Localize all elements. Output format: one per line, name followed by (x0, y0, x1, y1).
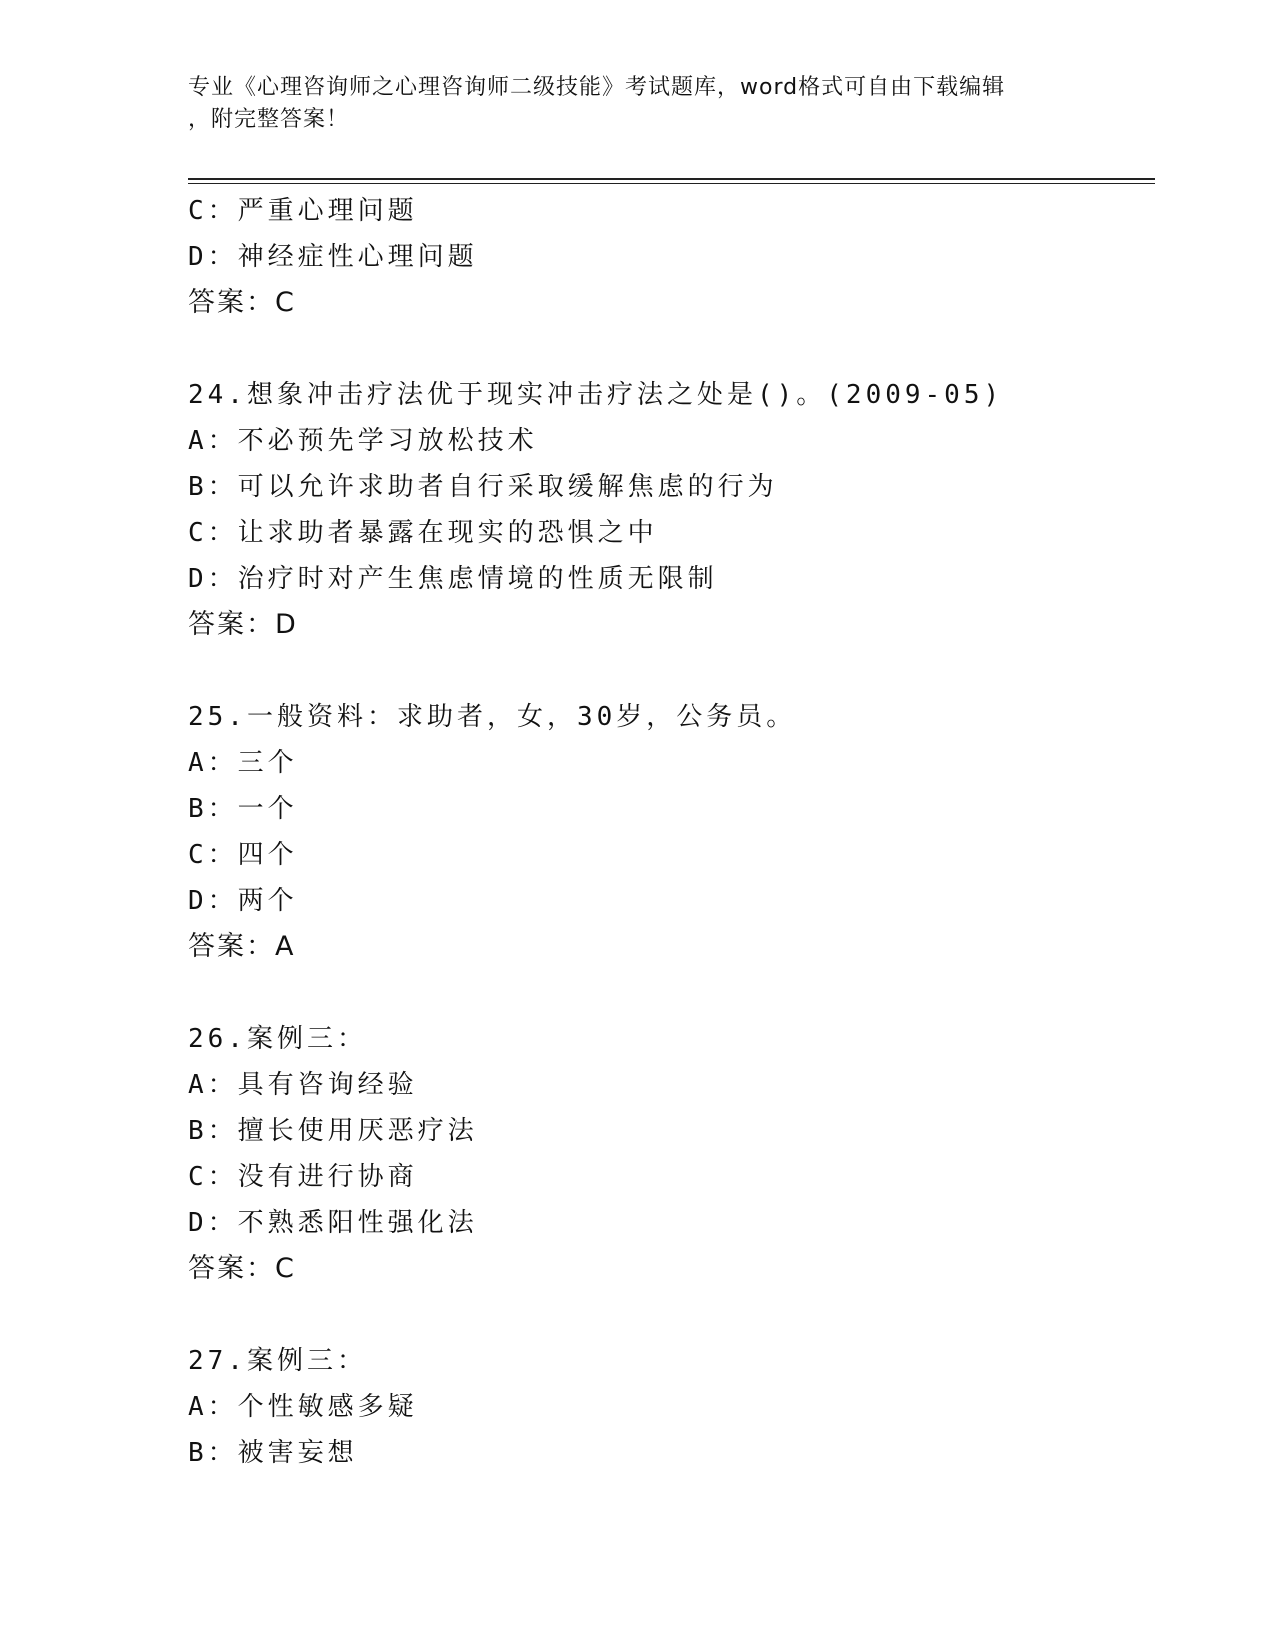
option-a: A：三个 (188, 748, 298, 778)
spacer (188, 648, 1148, 694)
question-list (188, 188, 1148, 1476)
option-d: D：神经症性心理问题 (188, 242, 478, 272)
question-stem: 25.一般资料：求助者，女，30岁，公务员。 (188, 702, 797, 732)
question-stem: 26.案例三： (188, 1024, 367, 1054)
header-divider-thin (188, 183, 1155, 184)
option-d: D：不熟悉阳性强化法 (188, 1208, 478, 1238)
document-header (188, 72, 1088, 136)
answer: 答案：C (188, 1253, 296, 1284)
answer: 答案：D (188, 609, 298, 640)
option-d: D：两个 (188, 886, 298, 916)
question-26 (188, 1016, 1148, 1292)
header-divider-thick (188, 178, 1155, 180)
option-c: C：严重心理问题 (188, 196, 418, 226)
option-b: B：被害妄想 (188, 1438, 358, 1468)
option-a: A：不必预先学习放松技术 (188, 426, 538, 456)
answer: 答案：A (188, 931, 296, 962)
question-25 (188, 694, 1148, 970)
question-stem: 24.想象冲击疗法优于现实冲击疗法之处是()。(2009-05) (188, 380, 1004, 410)
question-27 (188, 1338, 1148, 1476)
option-b: B：一个 (188, 794, 298, 824)
header-line-2: ，附完整答案！ (188, 107, 350, 132)
question-24 (188, 372, 1148, 648)
option-d: D：治疗时对产生焦虑情境的性质无限制 (188, 564, 718, 594)
option-c: C：没有进行协商 (188, 1162, 418, 1192)
spacer (188, 1292, 1148, 1338)
header-line-1: 专业《心理咨询师之心理咨询师二级技能》考试题库，word格式可自由下载编辑 (188, 75, 1006, 100)
question-23-tail (188, 188, 1148, 326)
question-stem: 27.案例三： (188, 1346, 367, 1376)
spacer (188, 970, 1148, 1016)
option-b: B：可以允许求助者自行采取缓解焦虑的行为 (188, 472, 778, 502)
option-a: A：个性敏感多疑 (188, 1392, 418, 1422)
option-b: B：擅长使用厌恶疗法 (188, 1116, 478, 1146)
option-c: C：让求助者暴露在现实的恐惧之中 (188, 518, 658, 548)
answer: 答案：C (188, 287, 296, 318)
spacer (188, 326, 1148, 372)
option-c: C：四个 (188, 840, 298, 870)
option-a: A：具有咨询经验 (188, 1070, 418, 1100)
